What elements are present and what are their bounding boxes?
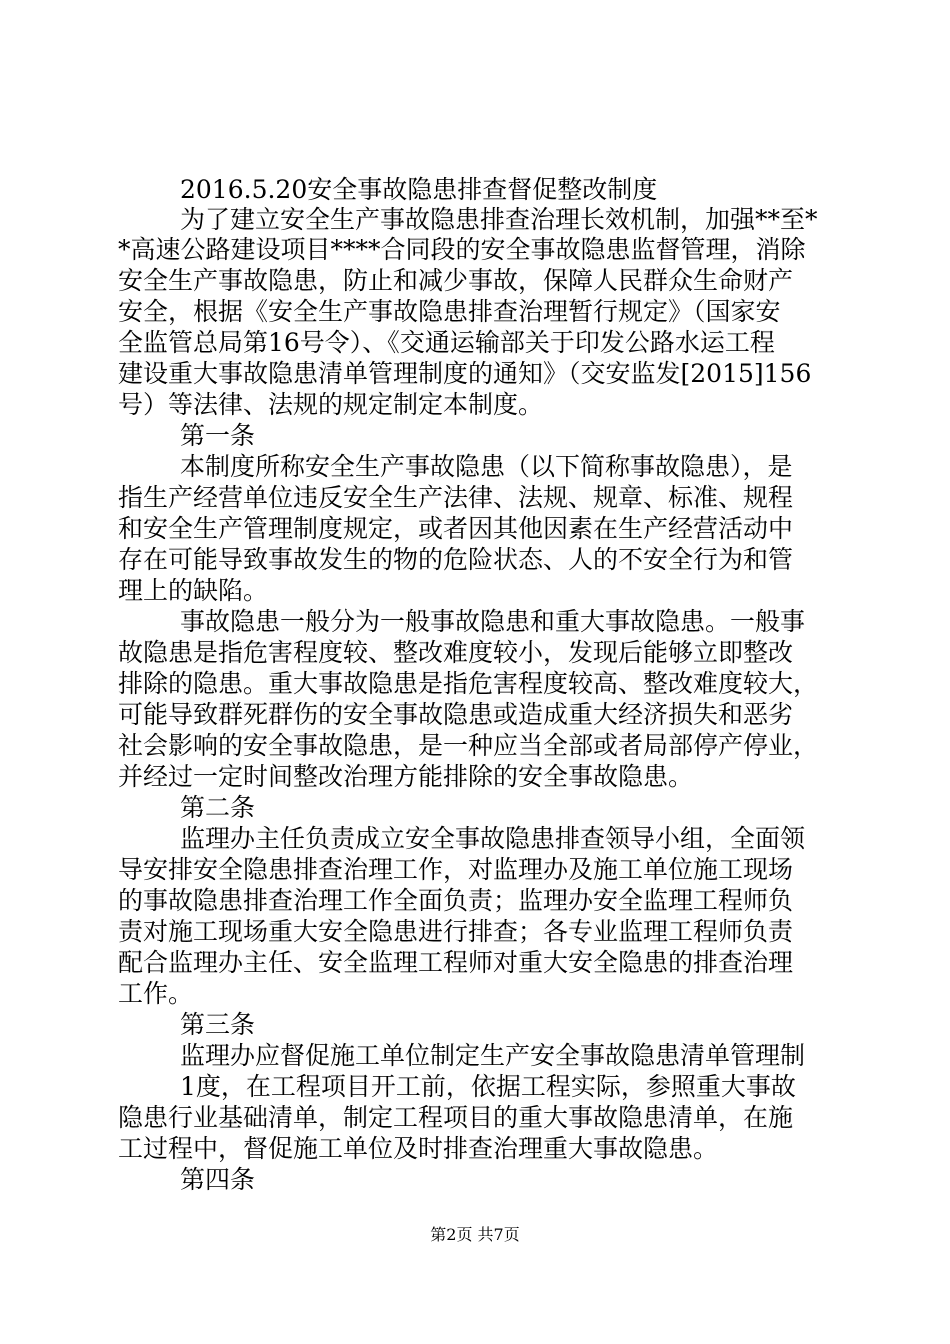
text-line: 安全，根据《安全生产事故隐患排查治理暂行规定》（国家安 bbox=[118, 297, 781, 326]
text-line: 安全生产事故隐患，防止和减少事故，保障人民群众生命财产 bbox=[118, 266, 794, 295]
text-line: 全监管总局第16号令）、《交通运输部关于印发公路水运工程 bbox=[118, 328, 775, 357]
text-line: 责对施工现场重大安全隐患进行排查；各专业监理工程师负责 bbox=[118, 917, 794, 946]
text-line: 工作。 bbox=[118, 979, 194, 1008]
text-line: 理上的缺陷。 bbox=[118, 576, 269, 605]
text-line: 并经过一定时间整改治理方能排除的安全事故隐患。 bbox=[118, 762, 694, 791]
article-heading: 第四条 bbox=[180, 1165, 256, 1194]
article-heading: 第三条 bbox=[180, 1010, 256, 1039]
text-line: 存在可能导致事故发生的物的危险状态、人的不安全行为和管 bbox=[118, 545, 794, 574]
text-line: 指生产经营单位违反安全生产法律、法规、规章、标准、规程 bbox=[118, 483, 794, 512]
text-line: 可能导致群死群伤的安全事故隐患或造成重大经济损失和恶劣 bbox=[118, 700, 794, 729]
text-line: 工过程中，督促施工单位及时排查治理重大事故隐患。 bbox=[118, 1134, 719, 1163]
text-line: 配合监理办主任、安全监理工程师对重大安全隐患的排查治理 bbox=[118, 948, 794, 977]
text-line: 监理办应督促施工单位制定生产安全事故隐患清单管理制 bbox=[180, 1041, 806, 1070]
page-footer: 第2页 共7页 bbox=[430, 1225, 520, 1244]
text-line: 1度，在工程项目开工前，依据工程实际，参照重大事故 bbox=[180, 1072, 796, 1101]
text-line: 号）等法律、法规的规定制定本制度。 bbox=[118, 390, 544, 419]
text-line: *高速公路建设项目****合同段的安全事故隐患监督管理，消除 bbox=[118, 235, 806, 264]
article-heading: 第一条 bbox=[180, 421, 256, 450]
text-line: 监理办主任负责成立安全事故隐患排查领导小组，全面领 bbox=[180, 824, 806, 853]
text-line: 和安全生产管理制度规定，或者因其他因素在生产经营活动中 bbox=[118, 514, 794, 543]
text-line: 隐患行业基础清单，制定工程项目的重大事故隐患清单，在施 bbox=[118, 1103, 794, 1132]
text-line: 的事故隐患排查治理工作全面负责；监理办安全监理工程师负 bbox=[118, 886, 794, 915]
text-line: 事故隐患一般分为一般事故隐患和重大事故隐患。一般事 bbox=[180, 607, 806, 636]
text-line: 导安排安全隐患排查治理工作，对监理办及施工单位施工现场 bbox=[118, 855, 794, 884]
article-heading: 第二条 bbox=[180, 793, 256, 822]
text-line: 建设重大事故隐患清单管理制度的通知》（交安监发[2015]156 bbox=[118, 359, 812, 388]
document-title: 2016.5.20安全事故隐患排查督促整改制度 bbox=[180, 175, 658, 204]
text-line: 排除的隐患。重大事故隐患是指危害程度较高、整改难度较大， bbox=[118, 669, 819, 698]
text-line: 为了建立安全生产事故隐患排查治理长效机制，加强**至* bbox=[180, 205, 818, 234]
text-line: 故隐患是指危害程度较、整改难度较小，发现后能够立即整改 bbox=[118, 638, 794, 667]
text-line: 本制度所称安全生产事故隐患（以下简称事故隐患），是 bbox=[180, 452, 793, 481]
text-line: 社会影响的安全事故隐患，是一种应当全部或者局部停产停业， bbox=[118, 731, 819, 760]
